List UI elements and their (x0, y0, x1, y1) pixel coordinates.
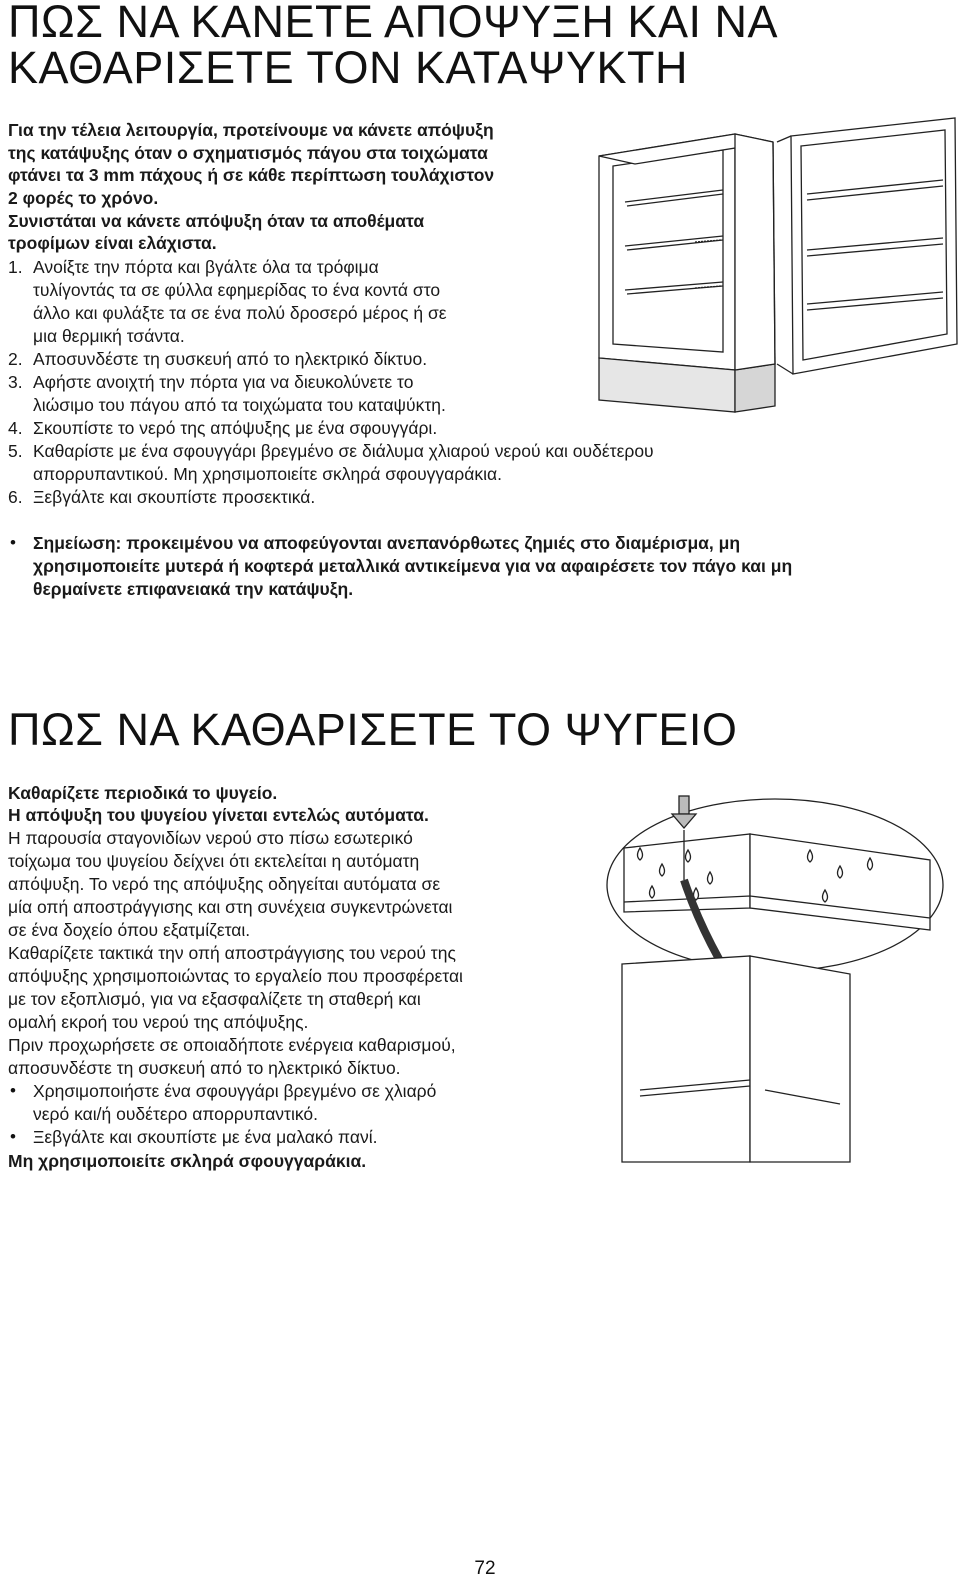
open-freezer-illustration (595, 112, 960, 417)
step-number: 2. (8, 349, 23, 369)
step-text: Καθαρίστε με ένα σφουγγάρι βρεγμένο σε διάλυμα χλιαρού νερού και ουδέτερου (33, 441, 654, 461)
step-number: 6. (8, 487, 23, 507)
intro-line: Για την τέλεια λειτουργία, προτείνουμε να κάνετε απόψυξη (8, 120, 494, 140)
step-text: απορρυπαντικού. Μη χρησιμοποιείτε σκληρά σφουγγαράκια. (33, 464, 502, 484)
body-line: ομαλή εκροή του νερού της απόψυξης. (8, 1012, 309, 1032)
bullet-line: νερό και/ή ουδέτερο απορρυπαντικό. (33, 1104, 318, 1124)
fridge-drain-illustration (600, 790, 945, 1170)
step-text: τυλίγοντάς τα σε φύλλα εφημερίδας το ένα κοντά στο (33, 280, 441, 300)
step-text: Σκουπίστε το νερό της απόψυξης με ένα σφουγγάρι. (33, 418, 438, 438)
intro-line: Συνιστάται να κάνετε απόψυξη όταν τα αποθέματα (8, 211, 425, 231)
note-line: θερμαίνετε επιφανειακά την κατάψυξη. (33, 579, 354, 599)
body-line: Καθαρίζετε τακτικά την οπή αποστράγγισης του νερού της (8, 943, 456, 963)
intro-line: της κατάψυξης όταν ο σχηματισμός πάγου στα τοιχώματα (8, 143, 488, 163)
body-line: απόψυξη. Το νερό της απόψυξης οδηγείται αυτόματα σε (8, 874, 441, 894)
note-line: χρησιμοποιείτε μυτερά ή κοφτερά μεταλλικά αντικείμενα για να αφαιρέσετε τον πάγο και μη (33, 556, 793, 576)
section-title-defrost-line2: ΚΑΘΑΡΙΣΕΤΕ ΤΟΝ ΚΑΤΑΨΥΚΤΗ (8, 42, 688, 93)
intro-line: τροφίμων είναι ελάχιστα. (8, 233, 217, 253)
section-title-clean-fridge: ΠΩΣ ΝΑ ΚΑΘΑΡΙΣΕΤΕ ΤΟ ΨΥΓΕΙΟ (8, 704, 738, 755)
step-text: Αφήστε ανοιχτή την πόρτα για να διευκολύνετε το (33, 372, 414, 392)
body-line: τοίχωμα του ψυγείου δείχνει ότι εκτελείται η αυτόματη (8, 851, 420, 871)
body-line: αποσυνδέστε τη συσκευή από το ηλεκτρικό δίκτυο. (8, 1058, 401, 1078)
intro-line: φτάνει τα 3 mm πάχους ή σε κάθε περίπτωση τουλάχιστον (8, 165, 495, 185)
bold-line: Η απόψυξη του ψυγείου γίνεται εντελώς αυτόματα. (8, 805, 429, 825)
bullet: • (10, 1081, 16, 1100)
bold-line: Καθαρίζετε περιοδικά το ψυγείο. (8, 783, 278, 803)
body-line: σε ένα δοχείο όπου εξατμίζεται. (8, 920, 251, 940)
final-warning: Μη χρησιμοποιείτε σκληρά σφουγγαράκια. (8, 1151, 367, 1171)
step-text: Ξεβγάλτε και σκουπίστε προσεκτικά. (33, 487, 316, 507)
step-text: μια θερμική τσάντα. (33, 326, 185, 346)
note-line: Σημείωση: προκειμένου να αποφεύγονται ανεπανόρθωτες ζημιές στο διαμέρισμα, μη (33, 533, 741, 553)
note-bullet: • (10, 533, 16, 552)
body-line: μία οπή αποστράγγισης και στη συνέχεια συγκεντρώνεται (8, 897, 453, 917)
section-title-defrost-line1: ΠΩΣ ΝΑ ΚΑΝΕΤΕ ΑΠΟΨΥΞΗ ΚΑΙ ΝΑ (8, 0, 778, 47)
intro-line: 2 φορές το χρόνο. (8, 188, 159, 208)
step-number: 1. (8, 257, 23, 277)
bullet: • (10, 1127, 16, 1146)
step-text: Ανοίξτε την πόρτα και βγάλτε όλα τα τρόφιμα (33, 257, 379, 277)
page-number: 72 (474, 1558, 496, 1579)
body-line: απόψυξης χρησιμοποιώντας το εργαλείο που προσφέρεται (8, 966, 463, 986)
step-text: λιώσιμο του πάγου από τα τοιχώματα του καταψύκτη. (33, 395, 446, 415)
body-line: με τον εξοπλισμό, για να εξασφαλίζετε τη σταθερή και (8, 989, 421, 1009)
step-number: 4. (8, 418, 23, 438)
bullet-line: Χρησιμοποιήστε ένα σφουγγάρι βρεγμένο σε χλιαρό (33, 1081, 437, 1101)
step-number: 3. (8, 372, 23, 392)
bullet-line: Ξεβγάλτε και σκουπίστε με ένα μαλακό πανί. (33, 1127, 378, 1147)
step-number: 5. (8, 441, 23, 461)
step-text: άλλο και φυλάξτε τα σε ένα πολύ δροσερό μέρος ή σε (33, 303, 447, 323)
body-line: Η παρουσία σταγονιδίων νερού στο πίσω εσωτερικό (8, 828, 413, 848)
body-line: Πριν προχωρήσετε σε οποιαδήποτε ενέργεια καθαρισμού, (8, 1035, 456, 1055)
step-text: Αποσυνδέστε τη συσκευή από το ηλεκτρικό δίκτυο. (33, 349, 428, 369)
